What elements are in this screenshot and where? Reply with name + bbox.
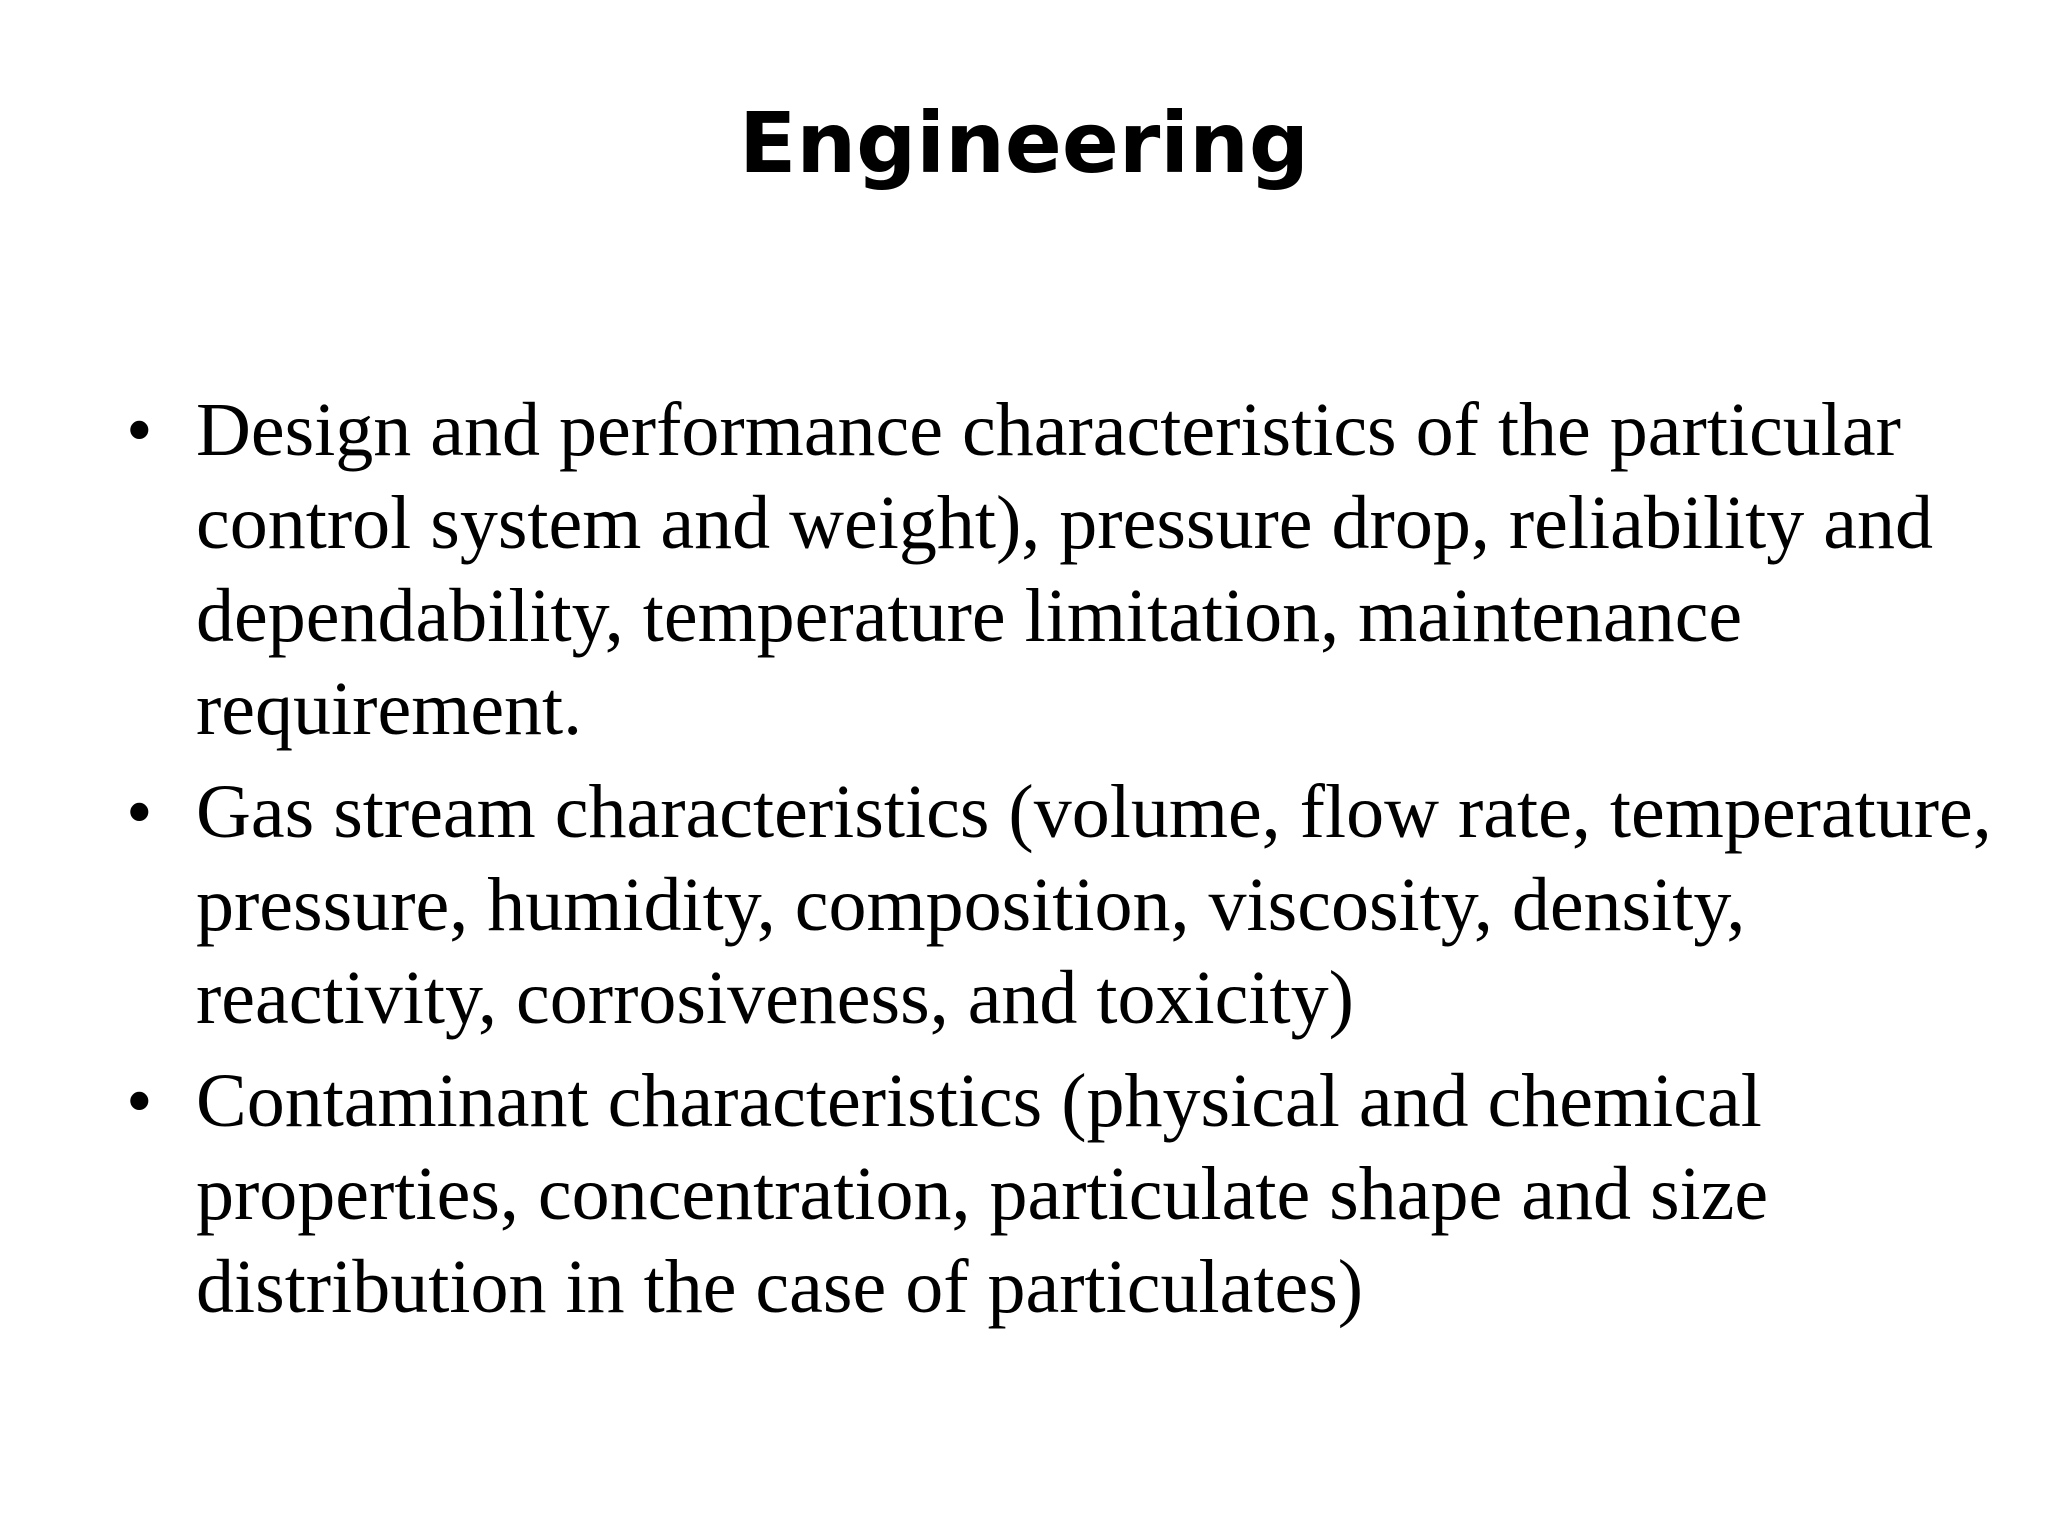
bullet-item-gas-stream	[126, 766, 2006, 1045]
bullet-text: Gas stream characteristics (volume, flow rate, temperature, pressure, humidity, composition, viscosity, density, reactivity, corrosiveness, and toxicity)	[196, 770, 1992, 1040]
bullet-list	[126, 384, 2006, 1344]
bullet-icon: •	[126, 770, 153, 854]
bullet-text: Contaminant characteristics (physical and chemical properties, concentration, particulate shape and size distribution in the case of particulates)	[196, 1059, 1769, 1329]
bullet-icon: •	[126, 1059, 153, 1143]
bullet-item-contaminant	[126, 1055, 2006, 1334]
bullet-text: Design and performance characteristics of the particular control system and weight), pressure drop, reliability and dependability, temperature limitation, maintenance requirement.	[196, 388, 1934, 751]
bullet-item-design	[126, 384, 2006, 756]
bullet-icon: •	[126, 388, 153, 472]
slide-title: Engineering	[739, 94, 1309, 192]
